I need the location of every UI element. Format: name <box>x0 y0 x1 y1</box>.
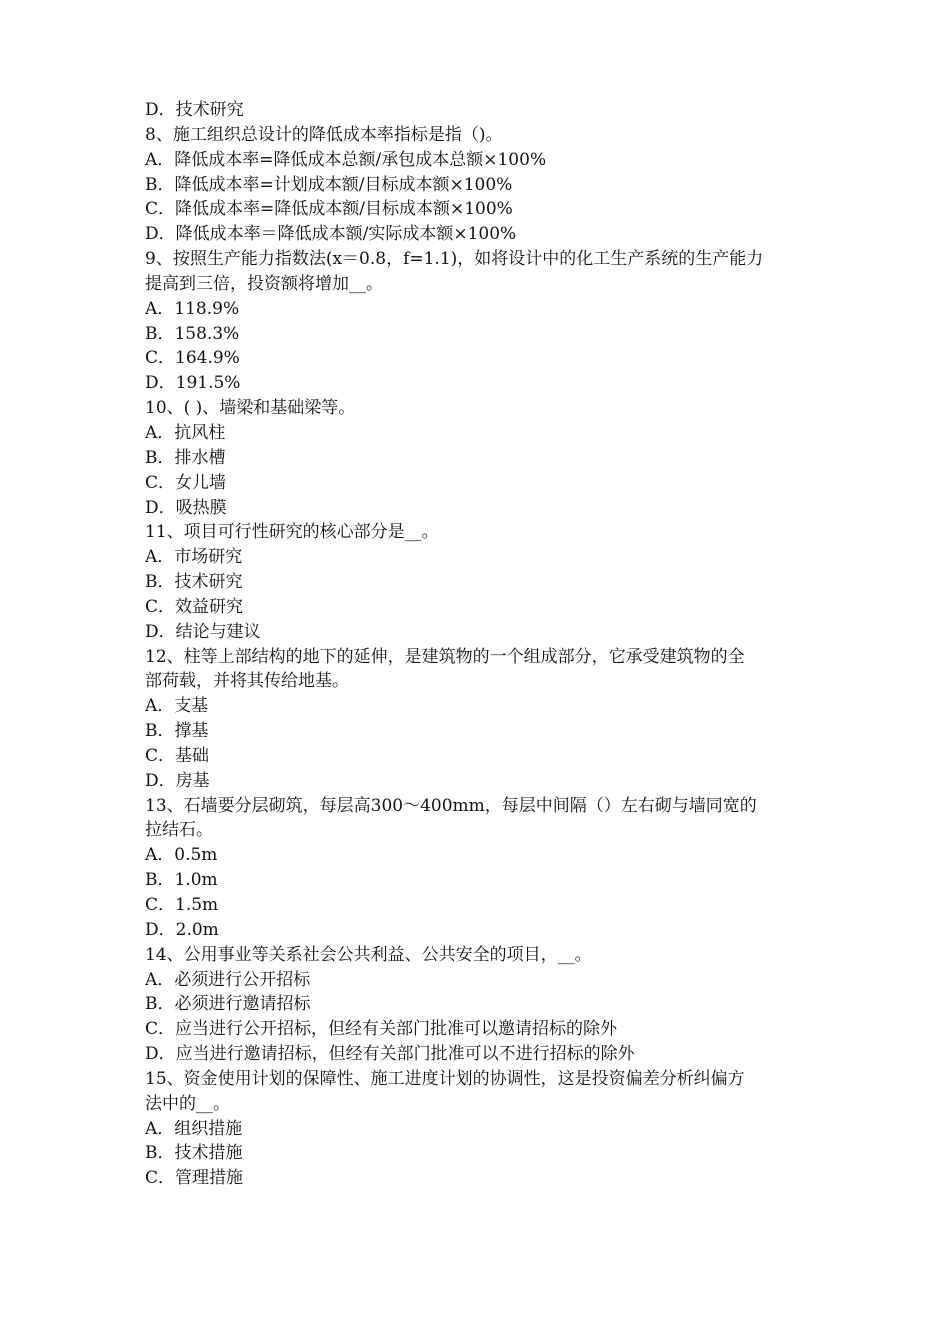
option-a-q12: A．支基 <box>145 696 209 717</box>
option-b-q14: B．必须进行邀请招标 <box>145 994 311 1015</box>
option-c-q13: C．1.5m <box>145 895 219 915</box>
option-d-q7: D．技术研究 <box>145 100 244 120</box>
question-13-line-2: 拉结石。 <box>145 820 213 841</box>
option-c-q9: C．164.9% <box>145 348 240 369</box>
question-9-line-1: 9、按照生产能力指数法(x＝0.8，f=1.1)，如将设计中的化工生产系统的生产能力 <box>145 249 764 270</box>
option-a-q9: A．118.9% <box>145 298 240 319</box>
option-c-q11: C．效益研究 <box>145 596 244 617</box>
question-9-line-2: 提高到三倍，投资额将增加__。 <box>145 273 383 294</box>
option-c-q14: C．应当进行公开招标，但经有关部门批准可以邀请招标的除外 <box>145 1019 618 1040</box>
option-b-q8: B．降低成本率=计划成本额/目标成本额×100% <box>145 174 513 195</box>
option-b-q12: B．撑基 <box>145 721 209 742</box>
option-d-q12: D．房基 <box>145 770 210 791</box>
question-8: 8、施工组织总设计的降低成本率指标是指（)。 <box>145 124 503 145</box>
question-10: 10、( )、墙梁和基础梁等。 <box>145 398 356 419</box>
option-c-q15: C．管理措施 <box>145 1168 244 1189</box>
option-a-q8: A．降低成本率=降低成本总额/承包成本总额×100% <box>145 149 547 170</box>
option-d-q10: D．吸热膜 <box>145 497 227 518</box>
question-12-line-2: 部荷载，并将其传给地基。 <box>145 671 349 692</box>
option-d-q8: D．降低成本率＝降低成本额/实际成本额×100% <box>145 224 517 245</box>
option-c-q8: C．降低成本率=降低成本额/目标成本额×100% <box>145 199 513 220</box>
document-body <box>145 98 820 1191</box>
option-a-q14: A．必须进行公开招标 <box>145 969 311 990</box>
question-13-line-1: 13、石墙要分层砌筑，每层高300～400mm，每层中间隔（）左右砌与墙同宽的 <box>145 795 757 816</box>
option-c-q12: C．基础 <box>145 745 210 766</box>
option-a-q15: A．组织措施 <box>145 1118 243 1139</box>
option-d-q14: D．应当进行邀请招标，但经有关部门批准可以不进行招标的除外 <box>145 1044 635 1065</box>
question-12-line-1: 12、柱等上部结构的地下的延伸，是建筑物的一个组成部分，它承受建筑物的全 <box>145 646 745 667</box>
option-b-q15: B．技术措施 <box>145 1143 243 1164</box>
option-a-q11: A．市场研究 <box>145 547 243 568</box>
question-15-line-2: 法中的__。 <box>145 1093 230 1114</box>
option-d-q13: D．2.0m <box>145 919 219 940</box>
option-b-q13: B．1.0m <box>145 870 218 891</box>
option-d-q11: D．结论与建议 <box>145 621 261 642</box>
option-d-q9: D．191.5% <box>145 373 241 394</box>
option-b-q9: B．158.3% <box>145 323 240 344</box>
option-b-q10: B．排水槽 <box>145 447 226 468</box>
option-a-q10: A．抗风柱 <box>145 422 226 443</box>
question-14: 14、公用事业等关系社会公共利益、公共安全的项目，__。 <box>145 944 592 965</box>
question-11: 11、项目可行性研究的核心部分是__。 <box>145 522 439 543</box>
option-c-q10: C．女儿墙 <box>145 472 227 493</box>
option-b-q11: B．技术研究 <box>145 572 243 593</box>
option-a-q13: A．0.5m <box>145 845 218 866</box>
question-15-line-1: 15、资金使用计划的保障性、施工进度计划的协调性，这是投资偏差分析纠偏方 <box>145 1068 745 1089</box>
